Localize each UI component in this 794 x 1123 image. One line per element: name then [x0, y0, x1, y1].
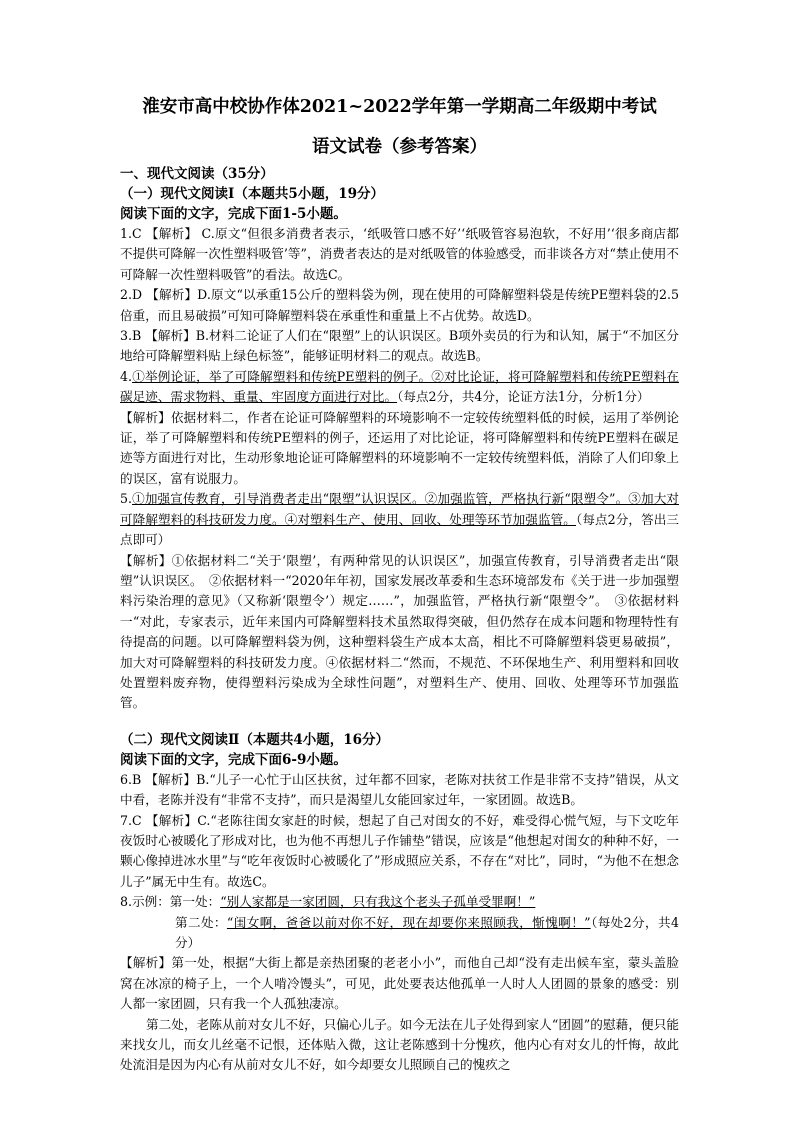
- part2-heading: （二）现代文阅读Ⅱ（本题共4小题，16分）: [120, 731, 390, 748]
- analysis-q4: 【解析】依据材料二，作者在论证可降解塑料的环境影响不一定较传统塑料低的时候，运用了举例论证，举了可降解塑料和传统PE塑料的例子，还运用了对比论证，将可降解塑料和传统PE塑料在碳足迹等方面进行对比，生动形象地论证可降解塑料的环境影响不一定较传统塑料低，消除了人们印象上的误区，富有说服力。: [120, 409, 679, 486]
- answer-q8-first: [120, 892, 679, 912]
- exam-title: 淮安市高中校协作体2021~2022学年第一学期高二年级期中考试: [142, 97, 657, 117]
- part2-instruction: 阅读下面的文字，完成下面6-9小题。: [120, 751, 347, 768]
- q5-answer-underlined: ①加强宣传教育，引导消费者走出“限塑”认识误区。②加强监管，严格执行新“限塑令”。③加大对可降解塑料的科技研发力度。④对塑料生产、使用、回收、处理等环节加强监管。: [120, 491, 679, 527]
- analysis-q8-second: 第二处，老陈从前对女儿不好，只偏心儿子。如今无法在儿子处得到家人“团圆”的慰藉，便只能来找女儿，而女儿丝毫不记恨，还体贴入微，这让老陈感到十分愧疚，他内心有对女儿的忏悔，故此处流泪是因为内心有从前对女儿不好，如今却要女儿照顾自己的愧疚之: [120, 1016, 679, 1073]
- answer-q7: 7.C 【解析】C.“老陈往闺女家赶的时候，想起了自己对闺女的不好，难受得心慌气短，与下文吃年夜饭时心被暖化了形成对比，也为他不再想儿子作铺垫”错误，应该是“他想起对闺女的种种不好，一颗心像掉进冰水里”与“吃年夜饭时心被暖化了”形成照应关系，不存在“对比”，同时，“为他不在想念儿子”属无中生有。故选C。: [120, 812, 679, 889]
- section-heading: 一、现代文阅读（35分）: [120, 166, 274, 182]
- analysis-q8: 【解析】第一处，根据“大街上都是亲热团聚的老老小小”，而他自己却“没有走出候车室，蒙头盖脸窝在冰凉的椅子上，一个人啃冷馒头”，可见，此处要表达他孤单一人时人人团圆的景象的感受：别人都一家团圆，只有我一个人孤独凄凉。: [120, 955, 679, 1012]
- analysis-q5: 【解析】①依据材料二“关于‘限塑’，有两种常见的认识误区”，加强宣传教育，引导消费者走出“限塑”认识误区。 ②依据材料一“2020年年初，国家发展改革委和生态环境部发布《关于进一步加强塑料污染治理的意见》（又称新‘限塑令’）规定……”，加强监管，严格执行新“限塑令”。 ③依据材料一“对此，专家表示，近年来国内可降解塑料技术虽然取得突破，但仍然存在成本问题和物理特性有待提高的问题。以可降解塑料袋为例，这种塑料袋生产成本太高，相比不可降解塑料袋更易破损”，加大对可降解塑料的科技研发力度。④依据材料二“然而，不规范、不环保地生产、利用塑料和回收处置塑料废弃物，使得塑料污染成为全球性问题”，对塑料生产、使用、回收、处理等环节加强监管。: [120, 552, 679, 711]
- answer-q6: 6.B 【解析】B.“儿子一心忙于山区扶贫，过年都不回家，老陈对扶贫工作是非常不支持”错误，从文中看，老陈并没有“非常不支持”，而只是渴望儿女能回家过年，一家团圆。故选B。: [120, 771, 679, 808]
- part1-instruction: 阅读下面的文字，完成下面1-5小题。: [120, 206, 347, 222]
- q8-first-answer: “别人家都是一家团圆，只有我这个老头子孤单受罪啊！”: [220, 894, 536, 910]
- answer-q2: 2.D 【解析】D.原文“以承重15公斤的塑料袋为例，现在使用的可降解塑料袋是传统PE塑料袋的2.5倍重，而且易破损”可知可降解塑料袋在承重性和重量上不占优势。故选D。: [120, 287, 679, 323]
- q4-scoring: （每点2分，共4分，论证方法1分，分析1分）: [397, 389, 650, 405]
- q8-second-answer: “闺女啊，爸爸以前对你不好，现在却要你来照顾我，惭愧啊！”: [226, 914, 591, 930]
- q8-label: 8.示例：第一处：: [120, 894, 221, 910]
- q8-second-label: 第二处：: [175, 914, 227, 930]
- q8-scoring: （每处2分，共4分）: [175, 914, 679, 950]
- answer-q1: 1.C 【解析】 C.原文“但很多消费者表示，‘纸吸管口感不好’‘纸吸管容易泡软，不好用’‘很多商店都不提供可降解一次性塑料吸管’等”，消费者表达的是对纸吸管的体验感受，而非谈各方对“禁止使用不可降解一次性塑料吸管”的看法。故选C。: [120, 226, 679, 282]
- answer-q5: [120, 489, 679, 550]
- exam-subtitle: 语文试卷（参考答案）: [312, 137, 487, 157]
- section-spacer: [120, 714, 679, 730]
- q4-number: 4.: [120, 368, 133, 384]
- q5-number: 5.: [120, 491, 133, 507]
- part1-heading: （一）现代文阅读Ⅰ（本题共5小题，19分）: [120, 186, 384, 202]
- answer-q3: 3.B 【解析】B.材料二论证了人们在“限塑”上的认识误区。B项外卖员的行为和认知，属于“不加区分地给可降解塑料贴上绿色标签”，能够证明材料二的观点。故选B。: [120, 328, 679, 364]
- q4-answer-underlined: ①举例论证，举了可降解塑料和传统PE塑料的例子。②对比论证，将可降解塑料和传统PE塑料在碳足迹、需求物料、重量、牢固度方面进行对比。: [120, 368, 679, 405]
- q5-scoring: （每点2分，答出三点即可）: [120, 511, 680, 548]
- answer-q8-second: [120, 913, 679, 954]
- answer-q4: [120, 367, 679, 408]
